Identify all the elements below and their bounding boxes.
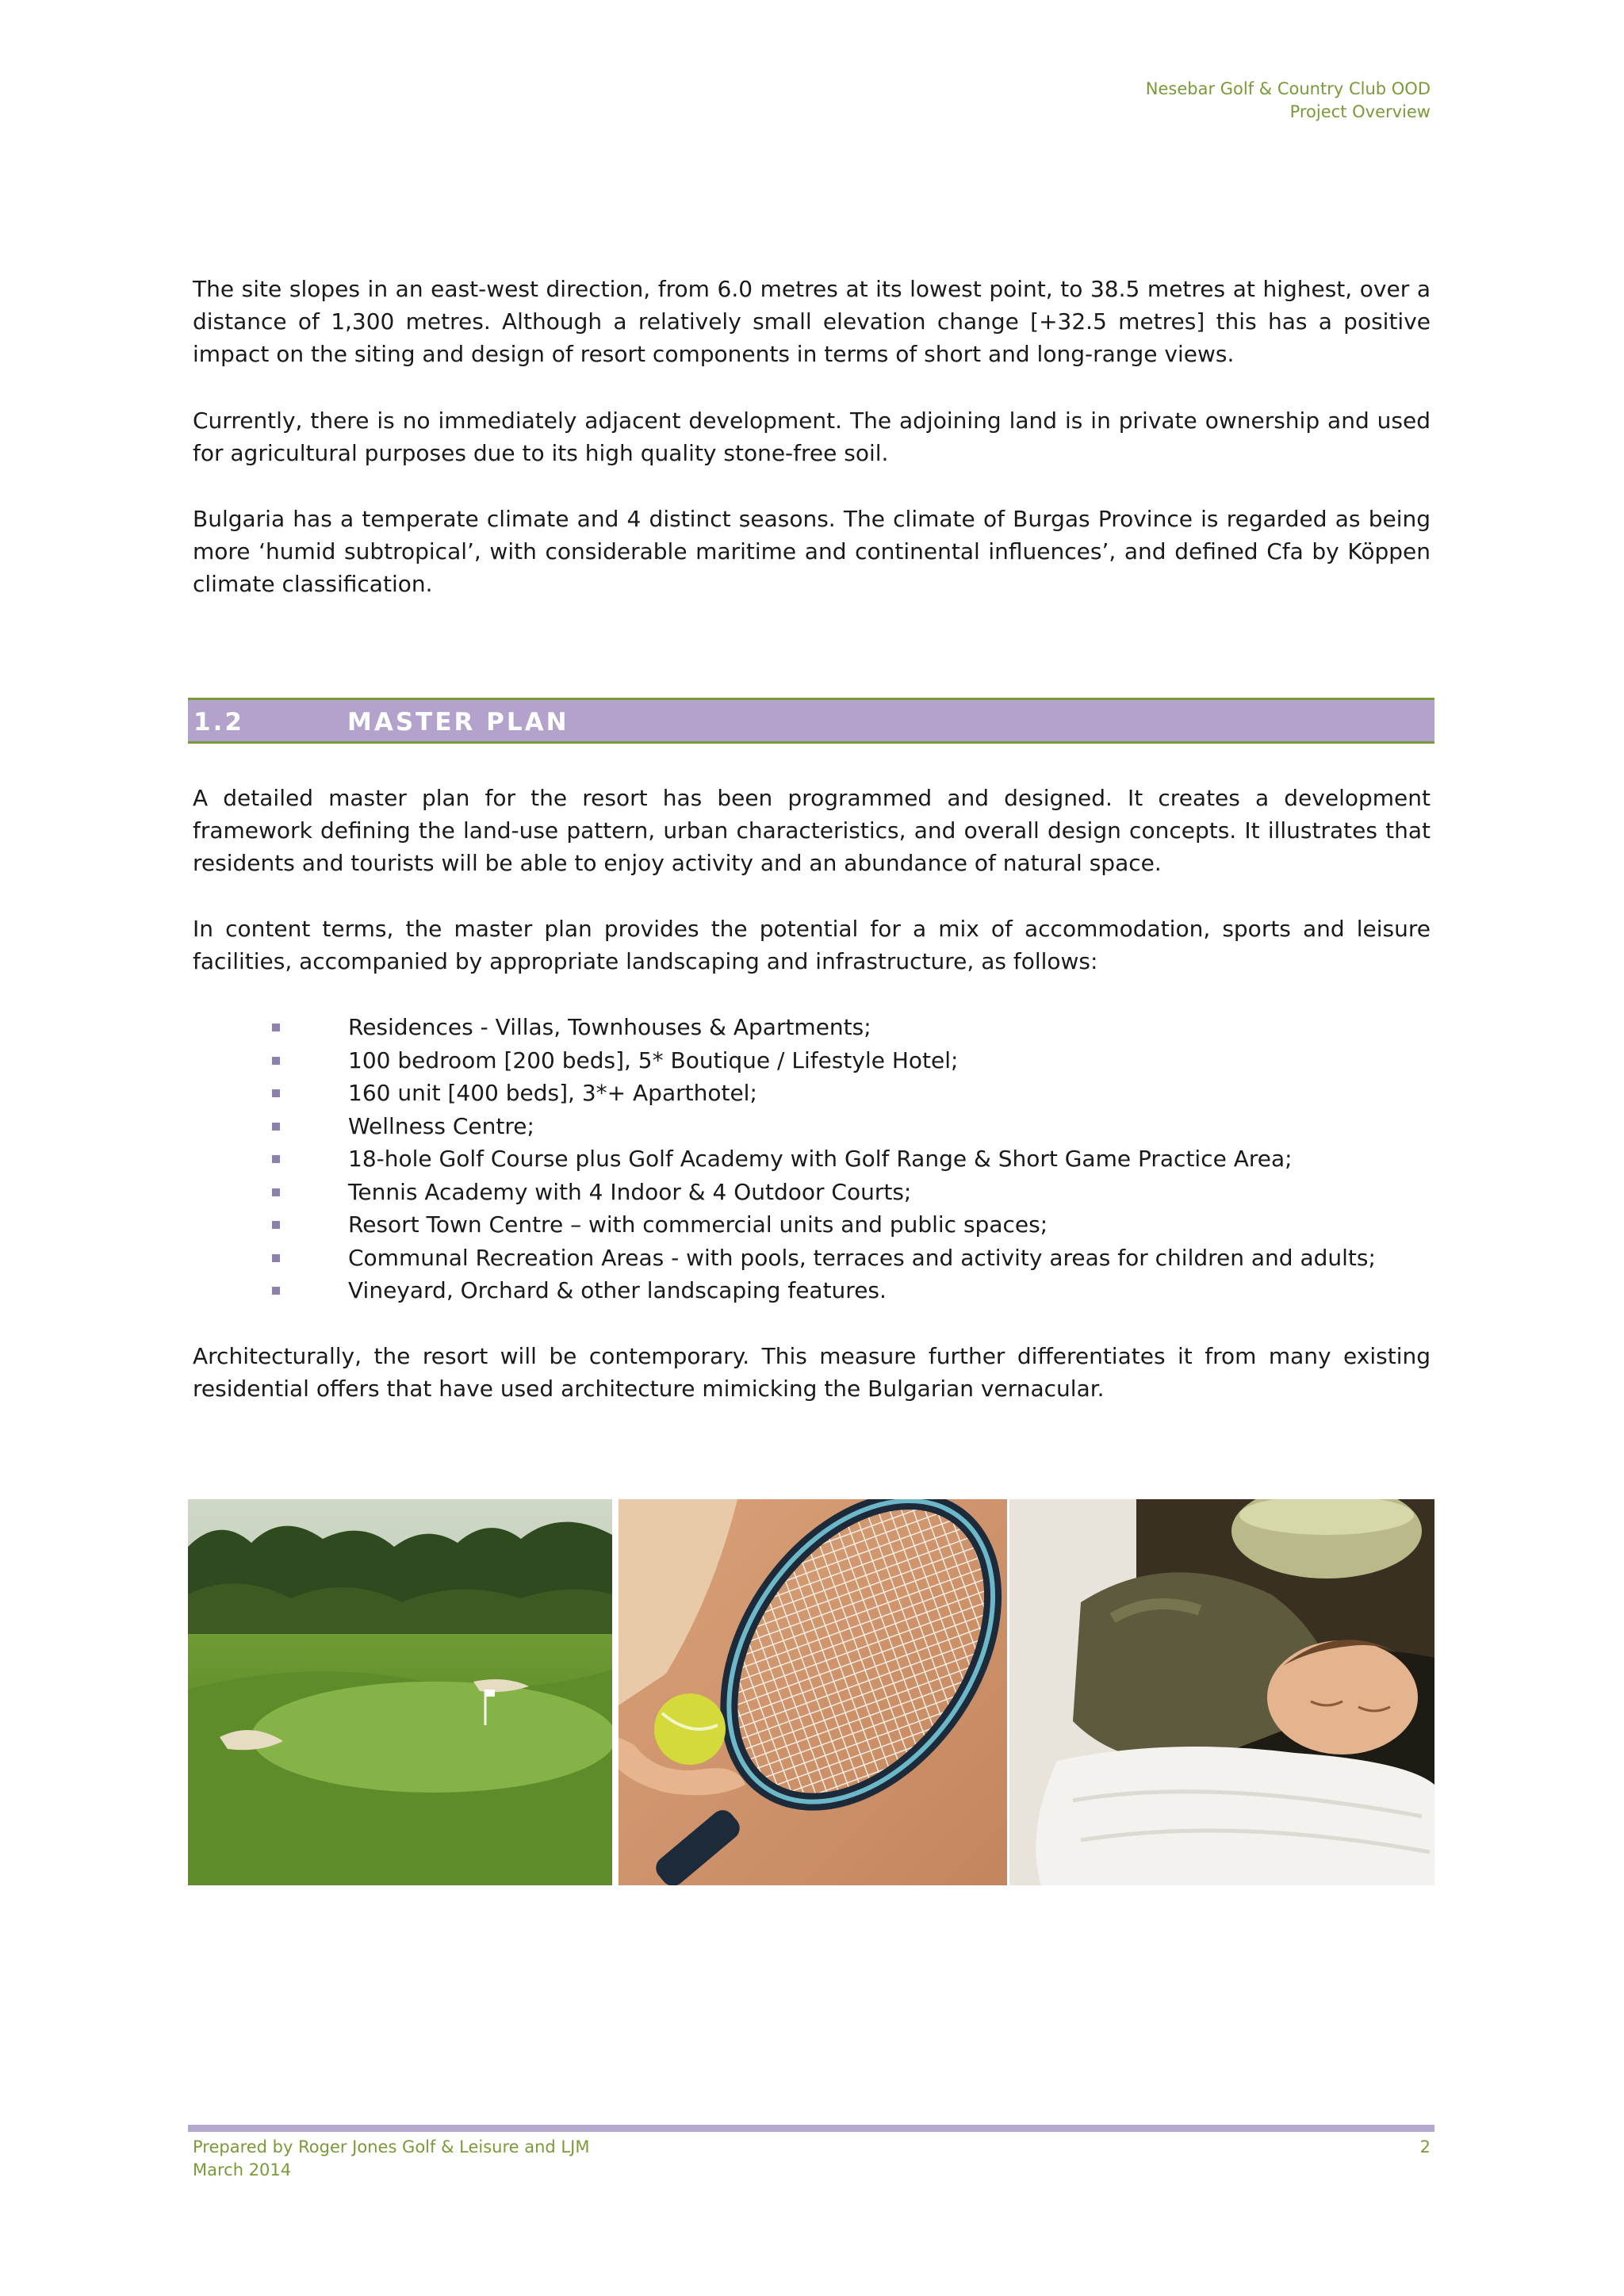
list-item-text: Resort Town Centre – with commercial units and public spaces; xyxy=(348,1211,1048,1238)
list-item xyxy=(193,1077,1431,1110)
section-number: 1.2 xyxy=(193,708,244,737)
paragraph-architecture: Architecturally, the resort will be contemporary. This measure further differentiates it from many existing residential offers that have used architecture mimicking the Bulgarian vernacular. xyxy=(193,1343,1431,1402)
bullet-icon xyxy=(272,1287,280,1295)
page-number: 2 xyxy=(1419,2137,1431,2156)
paragraph-content-terms: In content terms, the master plan provides the potential for a mix of accommodation, sports and leisure facilities, accompanied by appropriate landscaping and infrastructure, as follows: xyxy=(193,916,1431,974)
list-item-text: Residences - Villas, Townhouses & Apartments; xyxy=(348,1014,871,1040)
section-heading-bar xyxy=(188,698,1434,744)
list-item-text: 18-hole Golf Course plus Golf Academy with Golf Range & Short Game Practice Area; xyxy=(348,1146,1293,1172)
list-item xyxy=(193,1044,1431,1077)
footer-date: March 2014 xyxy=(193,2160,292,2179)
list-item xyxy=(193,1142,1431,1176)
list-item xyxy=(193,1176,1431,1209)
paragraph-master-plan-intro: A detailed master plan for the resort has been programmed and designed. It creates a development framework defining the land-use pattern, urban characteristics, and overall design concepts. It illustrates that residents and tourists will be able to enjoy activity and an abundance of natural space. xyxy=(193,785,1431,876)
bullet-icon xyxy=(272,1123,280,1131)
list-item-text: Wellness Centre; xyxy=(348,1112,534,1139)
list-item xyxy=(193,1011,1431,1044)
facilities-list xyxy=(193,1011,1431,1307)
bullet-icon xyxy=(272,1254,280,1262)
list-item-text: 160 unit [400 beds], 3*+ Aparthotel; xyxy=(348,1080,757,1106)
photo-strip xyxy=(188,1499,1434,1885)
bullet-icon xyxy=(272,1188,280,1196)
tennis-racket-photo xyxy=(619,1499,1007,1885)
list-item xyxy=(193,1242,1431,1275)
paragraph-site-slope: The site slopes in an east-west direction, from 6.0 metres at its lowest point, to 38.5 metres at highest, over a distance of 1,300 metres. Although a relatively small elevation change [+32.5 metres] this has a positive impact on the siting and design of resort components in terms of short and long-range views. xyxy=(193,276,1431,367)
page-footer xyxy=(193,2136,589,2182)
list-item xyxy=(193,1110,1431,1143)
paragraph-climate: Bulgaria has a temperate climate and 4 distinct seasons. The climate of Burgas Province is regarded as being more ‘humid subtropical’, with considerable maritime and continental influences’, and defined Cfa by Köppen climate classification. xyxy=(193,506,1431,597)
bullet-icon xyxy=(272,1089,280,1097)
footer-divider xyxy=(188,2125,1434,2132)
golf-course-photo xyxy=(188,1499,612,1885)
list-item-text: Communal Recreation Areas - with pools, terraces and activity areas for children and adults; xyxy=(348,1244,1376,1271)
list-item-text: Tennis Academy with 4 Indoor & 4 Outdoor Courts; xyxy=(348,1178,912,1205)
list-item-text: 100 bedroom [200 beds], 5* Boutique / Lifestyle Hotel; xyxy=(348,1047,959,1073)
header-company: Nesebar Golf & Country Club OOD xyxy=(1145,79,1431,98)
list-item xyxy=(193,1208,1431,1242)
page-header xyxy=(1146,78,1431,124)
bullet-icon xyxy=(272,1155,280,1163)
bullet-icon xyxy=(272,1221,280,1229)
bullet-icon xyxy=(272,1024,280,1031)
header-document-title: Project Overview xyxy=(1289,102,1431,121)
bullet-icon xyxy=(272,1057,280,1065)
section-title: MASTER PLAN xyxy=(347,708,569,737)
list-item xyxy=(193,1274,1431,1307)
footer-prepared-by: Prepared by Roger Jones Golf & Leisure and LJM xyxy=(193,2137,590,2156)
spa-treatment-photo xyxy=(1009,1499,1434,1885)
list-item-text: Vineyard, Orchard & other landscaping features. xyxy=(348,1277,887,1303)
paragraph-adjacent-development: Currently, there is no immediately adjacent development. The adjoining land is in private ownership and used for agricultural purposes due to its high quality stone-free soil. xyxy=(193,408,1431,466)
